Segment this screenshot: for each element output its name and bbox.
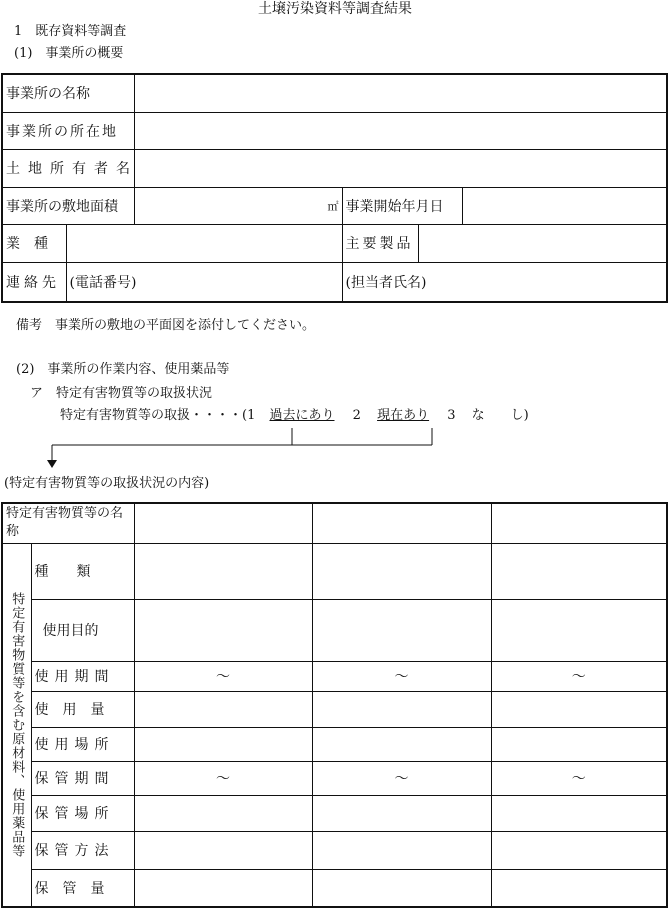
type-cell-3[interactable] [491, 543, 667, 599]
site-area-label: 事業所の敷地面積 [2, 187, 134, 224]
row-label-use-amount: 使 用 量 [31, 691, 134, 727]
storage-amount-cell-2[interactable] [312, 869, 491, 907]
storage-method-cell-1[interactable] [134, 831, 312, 869]
use-amount-cell-1[interactable] [134, 691, 312, 727]
row-label-use-period: 使用期間 [31, 661, 134, 691]
row-label-storage-amount: 保 管 量 [31, 869, 134, 907]
row-label-type: 種 類 [31, 543, 134, 599]
details-label: (特定有害物質等の取扱状況の内容) [4, 476, 210, 491]
storage-period-cell-3[interactable]: ～ [491, 761, 667, 795]
type-cell-1[interactable] [134, 543, 312, 599]
row-label-use-place: 使用場所 [31, 727, 134, 761]
company-address-label: 事業所の所在地 [2, 112, 134, 149]
option-past[interactable]: 過去にあり [269, 408, 335, 423]
storage-place-cell-3[interactable] [491, 795, 667, 831]
storage-place-cell-2[interactable] [312, 795, 491, 831]
use-place-cell-3[interactable] [491, 727, 667, 761]
use-period-cell-2[interactable]: ～ [312, 661, 491, 691]
storage-amount-cell-1[interactable] [134, 869, 312, 907]
row-label-storage-method: 保管方法 [31, 831, 134, 869]
option-none[interactable]: な し) [471, 408, 529, 423]
handling-prefix: 特定有害物質等の取扱・・・・(1 [60, 408, 256, 423]
substance-name-3[interactable] [491, 503, 667, 543]
section-1-heading: 1 既存資料等調査 [14, 24, 127, 39]
person-label: (担当者氏名) [345, 274, 427, 291]
section-1-1-heading: (1) 事業所の概要 [14, 46, 124, 61]
main-product-label: 主要製品 [342, 224, 418, 262]
storage-method-cell-3[interactable] [491, 831, 667, 869]
industry-label: 業 種 [2, 224, 66, 262]
land-owner-label: 土地所有者名 [2, 149, 134, 187]
option-2-number: 2 [352, 408, 361, 423]
phone-label: (電話番号) [69, 274, 137, 291]
option-3-number: 3 [447, 408, 456, 423]
substance-name-2[interactable] [312, 503, 491, 543]
substance-name-1[interactable] [134, 503, 312, 543]
details-table [1, 502, 668, 908]
group-label-cell [2, 543, 31, 907]
substance-name-header: 特定有害物質等の名 称 [2, 503, 134, 543]
row-label-storage-place: 保管場所 [31, 795, 134, 831]
group-label: 特定有害物質等を含む原材料、使用薬品等 [9, 591, 25, 858]
purpose-cell-1[interactable] [134, 599, 312, 661]
use-place-cell-2[interactable] [312, 727, 491, 761]
row-label-purpose: 使用目的 [31, 599, 134, 661]
row-label-storage-period: 保管期間 [31, 761, 134, 795]
use-amount-cell-2[interactable] [312, 691, 491, 727]
use-place-cell-1[interactable] [134, 727, 312, 761]
section-2-sub-a: ア 特定有害物質等の取扱状況 [30, 386, 213, 401]
storage-place-cell-1[interactable] [134, 795, 312, 831]
use-amount-cell-3[interactable] [491, 691, 667, 727]
storage-period-cell-2[interactable]: ～ [312, 761, 491, 795]
option-present[interactable]: 現在あり [377, 408, 430, 423]
company-name-label: 事業所の名称 [2, 74, 134, 112]
section-2-heading: (2) 事業所の作業内容、使用薬品等 [16, 362, 230, 377]
storage-period-cell-1[interactable]: ～ [134, 761, 312, 795]
use-period-cell-1[interactable]: ～ [134, 661, 312, 691]
purpose-cell-2[interactable] [312, 599, 491, 661]
use-period-cell-3[interactable]: ～ [491, 661, 667, 691]
storage-amount-cell-3[interactable] [491, 869, 667, 907]
purpose-cell-3[interactable] [491, 599, 667, 661]
area-unit: ㎡ [327, 199, 339, 213]
start-date-label: 事業開始年月日 [342, 187, 462, 224]
storage-method-cell-2[interactable] [312, 831, 491, 869]
contact-label: 連絡先 [2, 262, 66, 302]
type-cell-2[interactable] [312, 543, 491, 599]
document-title: 土壌汚染資料等調査結果 [258, 1, 412, 17]
note-text: 備考 事業所の敷地の平面図を添付してください。 [16, 318, 316, 333]
